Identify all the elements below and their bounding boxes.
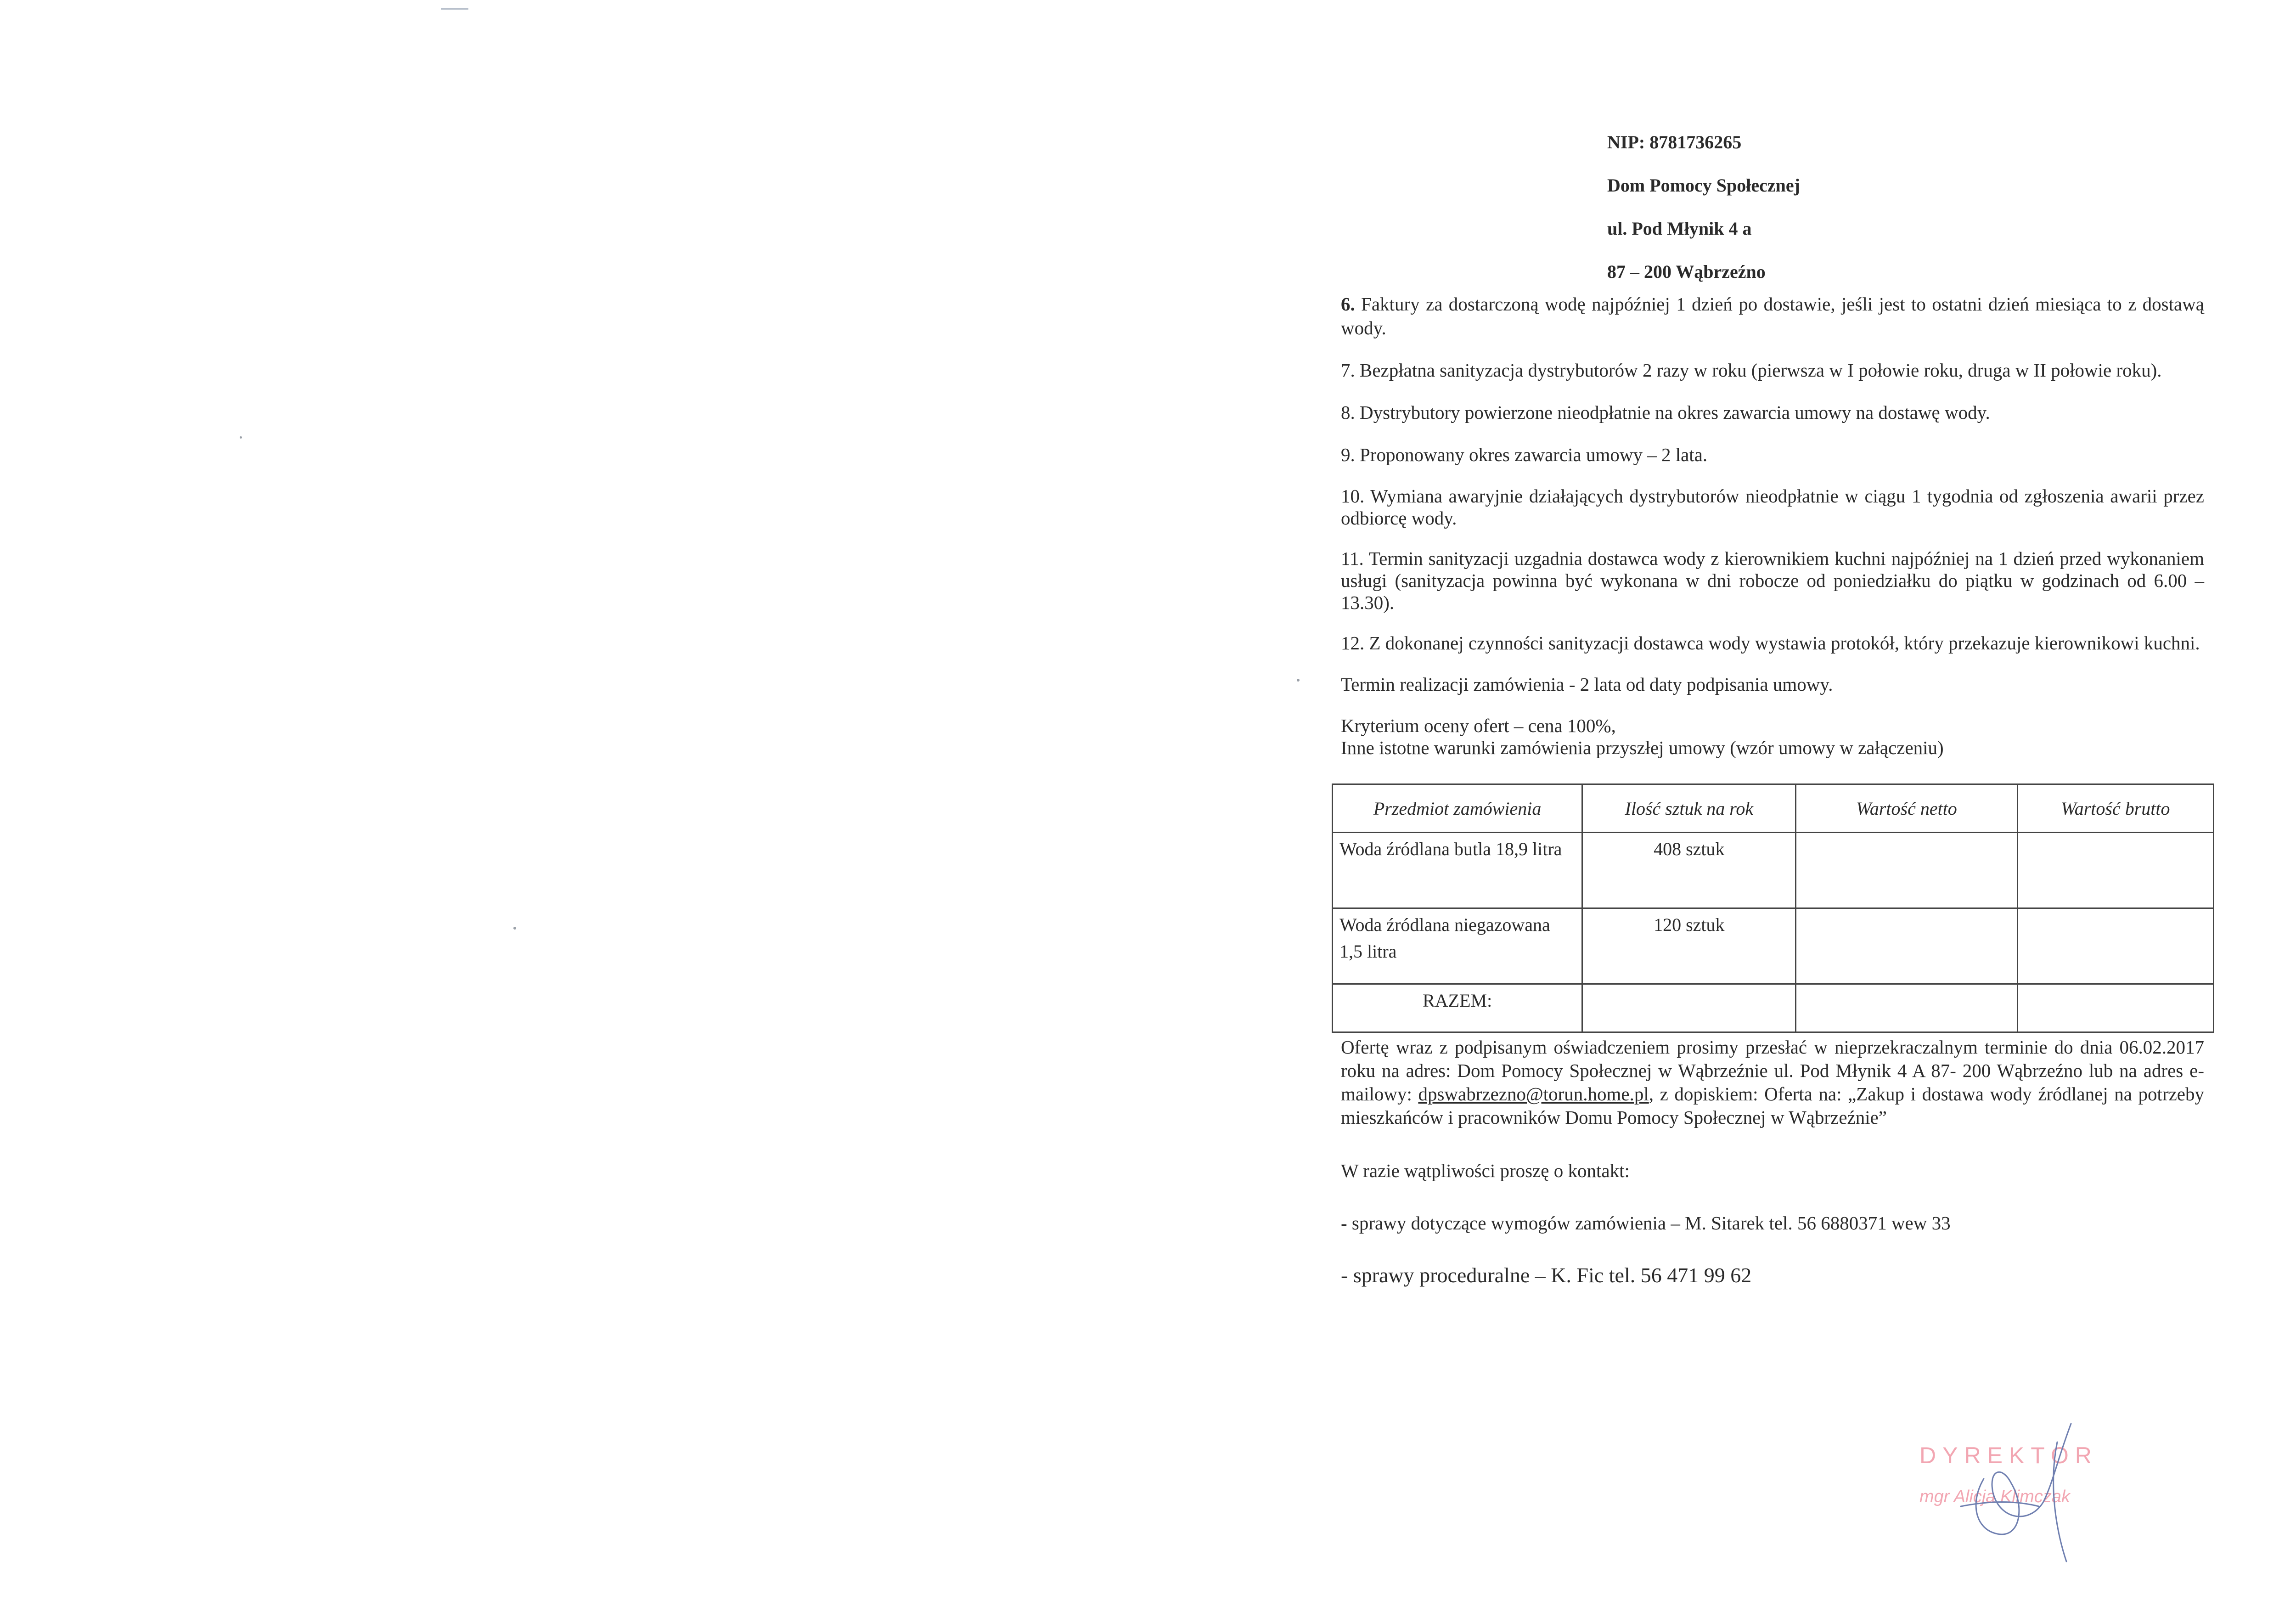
scan-speck xyxy=(513,927,516,930)
clause-6-text: Faktury za dostarczoną wodę najpóźniej 1 dzień po dostawie, jeśli jest to ostatni dzień miesiąca to z dostawą wody. xyxy=(1341,293,2204,338)
clause-12: 12. Z dokonanej czynności sanityzacji dostawca wody wystawia protokół, który przekazuje kierownikowi kuchni. xyxy=(1341,632,2200,654)
org-name: Dom Pomocy Społecznej xyxy=(1607,175,1800,196)
table-row xyxy=(1333,833,2214,908)
gross-cell xyxy=(2017,833,2213,908)
qty-cell: 120 sztuk xyxy=(1582,908,1796,984)
contact-line-procedural: - sprawy proceduralne – K. Fic tel. 56 471 99 62 xyxy=(1341,1263,1752,1287)
stamp-title: DYREKTOR xyxy=(1919,1443,2098,1468)
stamp-name: mgr Alicja Klimczak xyxy=(1919,1487,2070,1506)
email-link[interactable]: dpswabrzezno@torun.home.pl xyxy=(1418,1083,1649,1105)
clause-11: 11. Termin sanityzacji uzgadnia dostawca wody z kierownikiem kuchni najpóźniej na 1 dzień przed wykonaniem usługi (sanityzacja powinna być wykonana w dni robocze od poniedziałku do piątku w godzinach od 6.00 – 13.30). xyxy=(1341,548,2204,613)
gross-cell xyxy=(2017,908,2213,984)
city-line: 87 – 200 Wąbrzeźno xyxy=(1607,261,1766,282)
scan-speck xyxy=(240,436,242,439)
clause-6-number: 6. xyxy=(1341,293,1355,315)
item-cell: Woda źródlana niegazowana 1,5 litra xyxy=(1333,908,1582,984)
total-qty-cell xyxy=(1582,984,1796,1032)
qty-cell: 408 sztuk xyxy=(1582,833,1796,908)
contact-line-requirements: - sprawy dotyczące wymogów zamówienia – M. Sitarek tel. 56 6880371 wew 33 xyxy=(1341,1212,1951,1234)
other-terms-line: Inne istotne warunki zamówienia przyszłej umowy (wzór umowy w załączeniu) xyxy=(1341,737,1944,758)
document-page xyxy=(1341,133,2204,1287)
header-gross: Wartość brutto xyxy=(2017,784,2213,833)
total-row xyxy=(1333,984,2214,1032)
table-row xyxy=(1333,908,2214,984)
street-line: ul. Pod Młynik 4 a xyxy=(1607,218,1752,239)
net-cell xyxy=(1796,908,2017,984)
net-cell xyxy=(1796,833,2017,908)
offer-instructions xyxy=(1341,1036,2204,1129)
header-item: Przedmiot zamówienia xyxy=(1333,784,1582,833)
offer-text-after: , z dopiskiem: Oferta na: „Zakup i dostawa wody źródlanej na potrzeby mieszkańców i pracowników Domu Pomocy Społecznej w Wąbrzeźnie” xyxy=(1341,1083,2204,1128)
handwritten-signature xyxy=(1919,1415,2112,1566)
clause-9: 9. Proponowany okres zawarcia umowy – 2 lata. xyxy=(1341,444,1708,465)
clause-10: 10. Wymiana awaryjnie działających dystrybutorów nieodpłatnie w ciągu 1 tygodnia od zgłoszenia awarii przez odbiorcę wody. xyxy=(1341,485,2204,529)
contact-intro: W razie wątpliwości proszę o kontakt: xyxy=(1341,1160,1630,1181)
recipient-address xyxy=(1607,133,2204,281)
table-header-row xyxy=(1333,784,2214,833)
clause-6 xyxy=(1341,292,2204,340)
scan-speck xyxy=(1297,679,1300,682)
total-gross-cell xyxy=(2017,984,2213,1032)
total-net-cell xyxy=(1796,984,2017,1032)
header-net: Wartość netto xyxy=(1796,784,2017,833)
nip-line: NIP: 8781736265 xyxy=(1607,132,1742,152)
item-cell: Woda źródlana butla 18,9 litra xyxy=(1333,833,1582,908)
clause-7: 7. Bezpłatna sanityzacja dystrybutorów 2 razy w roku (pierwsza w I połowie roku, druga w II połowie roku). xyxy=(1341,360,2162,381)
header-qty: Ilość sztuk na rok xyxy=(1582,784,1796,833)
offer-text-before: Ofertę wraz z podpisanym oświadczeniem prosimy przesłać w nieprzekraczalnym terminie do dnia 06.02.2017 roku na adres: Dom Pomocy Społecznej w Wąbrzeźnie ul. Pod Młynik 4 A 87- 200 Wąbrzeźno lub na adres e-mailowy: xyxy=(1341,1037,2204,1105)
term-line: Termin realizacji zamówienia - 2 lata od daty podpisania umowy. xyxy=(1341,674,1833,695)
clause-8: 8. Dystrybutory powierzone nieodpłatnie na okres zawarcia umowy na dostawę wody. xyxy=(1341,402,1990,423)
total-label: RAZEM: xyxy=(1333,984,1582,1032)
criterion-block xyxy=(1341,715,2204,759)
scan-mark xyxy=(441,8,468,10)
order-table xyxy=(1332,783,2214,1033)
criterion-line: Kryterium oceny ofert – cena 100%, xyxy=(1341,715,1616,736)
